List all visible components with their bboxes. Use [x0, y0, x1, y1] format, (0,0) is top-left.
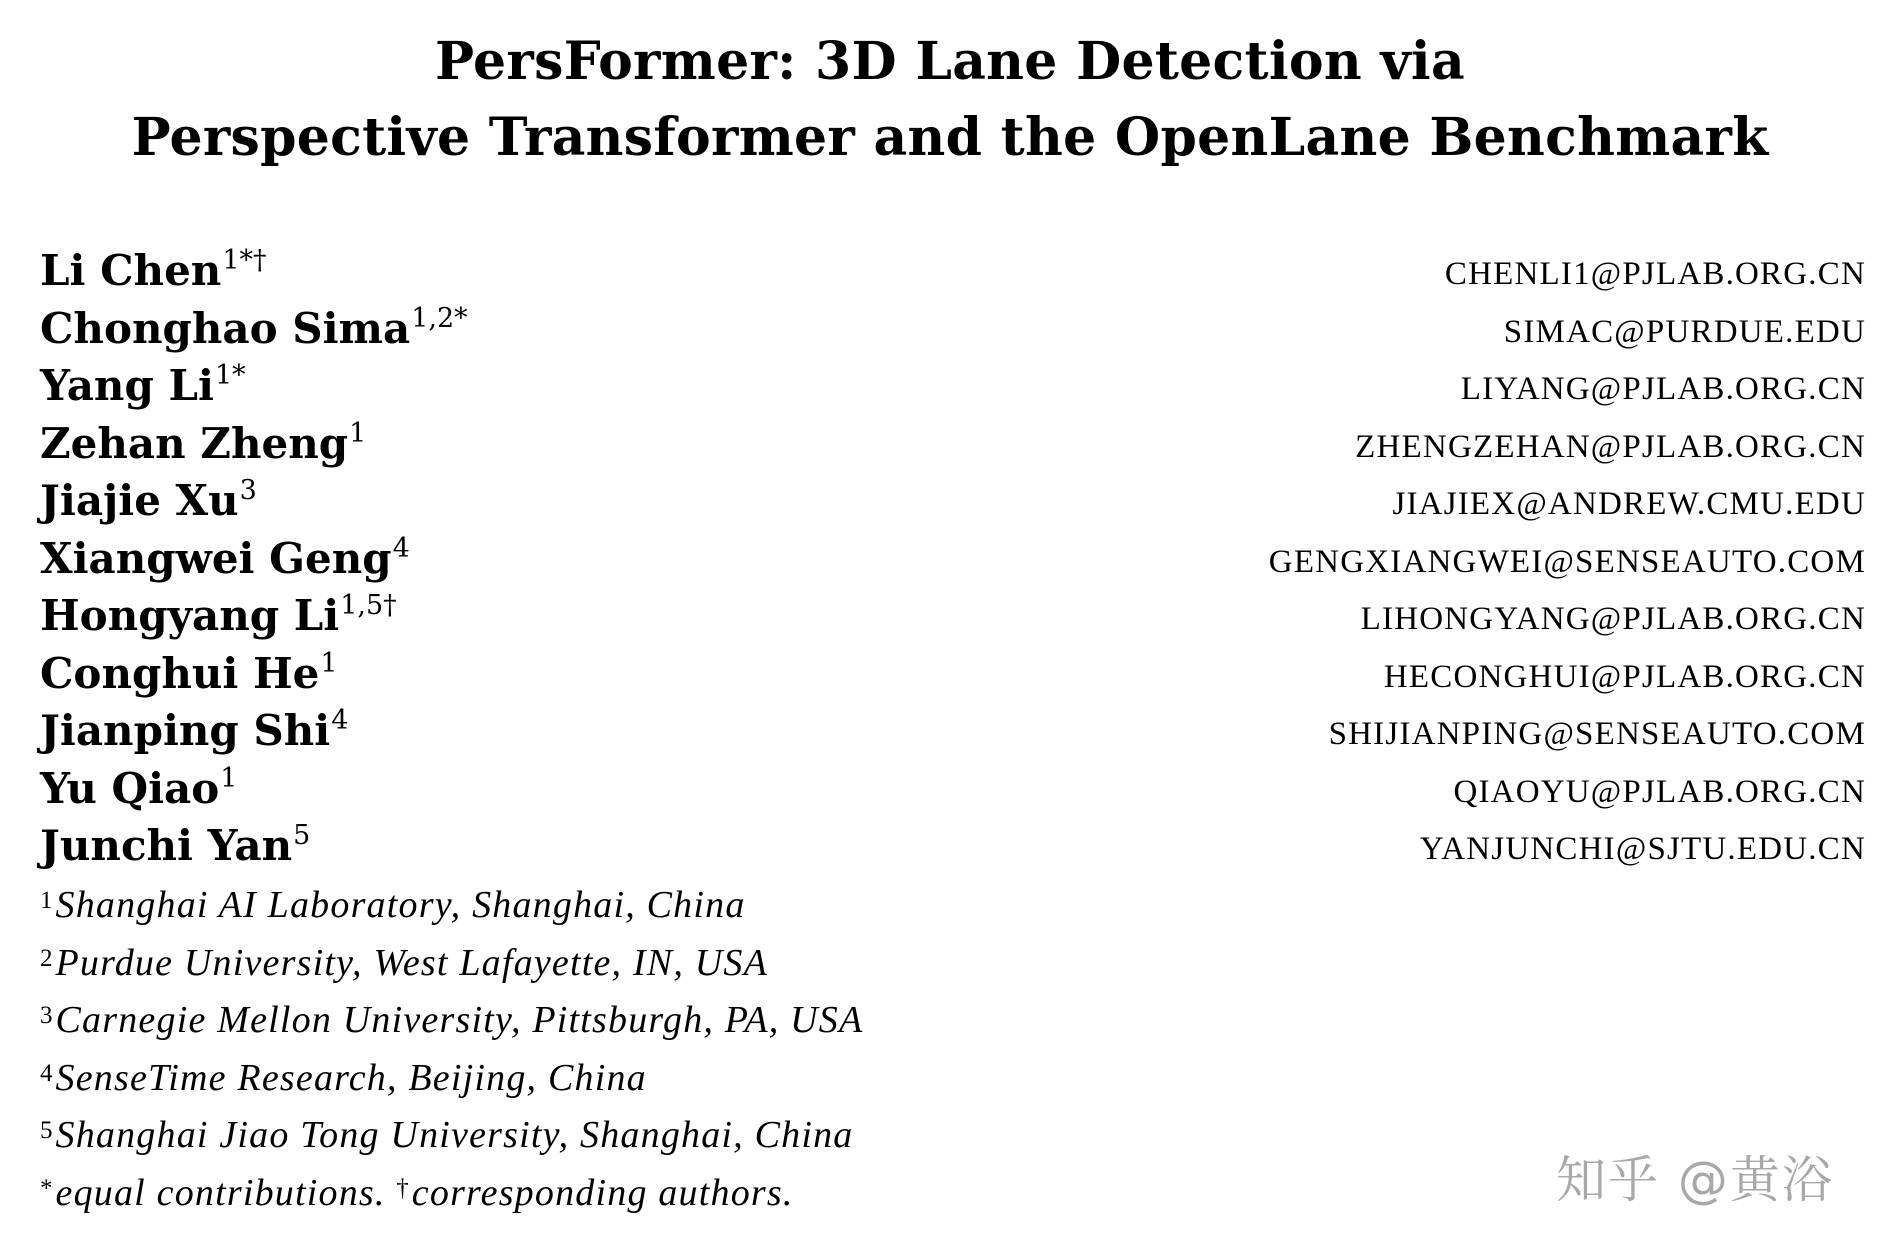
author-row — [40, 821, 1866, 879]
title-line-2: Perspective Transformer and the OpenLane Benchmark — [131, 107, 1769, 168]
author-email: CHENLI1@PJLAB.ORG.CN — [1444, 256, 1866, 292]
author-row — [40, 419, 1866, 477]
affiliation: $^2$Purdue University, West Lafayette, IN, USA — [40, 941, 768, 984]
author-marks: 1*† — [222, 245, 267, 276]
author-row — [40, 649, 1866, 707]
author-marks: 4 — [331, 705, 349, 736]
author-name: Hongyang $Li^{1,5\dagger}$ — [40, 590, 397, 640]
zhihu-watermark: 知乎 @黄浴 — [1556, 1151, 1834, 1209]
author-name: Zehan Zheng$^1$ — [40, 417, 367, 468]
author-marks: 1,2* — [411, 302, 468, 334]
author-email: ZHENGZEHAN@PJLAB.ORG.CN — [1355, 428, 1866, 465]
author-row — [40, 246, 1866, 304]
author-row — [40, 361, 1866, 419]
author-name: Yang $Li^{1*}$ — [40, 360, 246, 410]
author-row — [40, 706, 1866, 764]
author-row — [40, 304, 1866, 362]
affiliation: $^4$SenseTime Research, Beijing, China — [40, 1056, 647, 1099]
author-name: Conghui He$^1$ — [40, 647, 338, 698]
author-email: GENGXIANGWEI@SENSEAUTO.COM — [1268, 543, 1866, 580]
author-list — [40, 246, 1866, 879]
author-name: Yu Qiao$^1$ — [40, 762, 238, 813]
author-name: Jiajie Xu$^3$ — [40, 475, 257, 525]
author-name: Chonghao Sima$^{1,2*}$ — [40, 302, 468, 353]
author-marks: 1 — [320, 647, 338, 679]
author-email: SHIJIANPING@SENSEAUTO.COM — [1328, 716, 1866, 752]
author-row — [40, 591, 1866, 649]
author-marks: 1 — [220, 762, 238, 794]
author-email: HECONGHUI@PJLAB.ORG.CN — [1383, 658, 1866, 695]
paper-title — [0, 24, 1900, 176]
author-name: Xiangwei Geng$^4$ — [40, 532, 410, 583]
author-marks: 5 — [293, 820, 311, 851]
author-row — [40, 764, 1866, 822]
affiliation: $^1$Shanghai AI Laboratory, Shanghai, China — [40, 884, 746, 926]
author-email: QIAOYU@PJLAB.ORG.CN — [1453, 773, 1866, 810]
author-marks: 1,5† — [340, 590, 397, 621]
author-email: JIAJIEX@ANDREW.CMU.EDU — [1392, 486, 1866, 522]
author-name: Junchi Yan$^5$ — [40, 820, 311, 870]
author-name: Jianping Shi$^4$ — [40, 705, 349, 755]
author-email: LIYANG@PJLAB.ORG.CN — [1460, 371, 1866, 407]
author-marks: 1* — [214, 360, 246, 391]
author-name: Li Chen$^{1*\dagger}$ — [40, 245, 267, 295]
author-email: YANJUNCHI@SJTU.EDU.CN — [1419, 831, 1866, 867]
affiliation-list — [40, 880, 863, 1225]
author-marks: 3 — [239, 475, 257, 506]
author-email: SIMAC@PURDUE.EDU — [1503, 313, 1866, 350]
title-line-1: PersFormer: 3D Lane Detection via — [435, 31, 1465, 92]
affiliation: $^3$Carnegie Mellon University, Pittsburgh, PA, USA — [40, 999, 864, 1041]
contribution-notes: *equal contributions. †corresponding authors. — [40, 1171, 794, 1214]
author-email: LIHONGYANG@PJLAB.ORG.CN — [1360, 601, 1866, 637]
author-marks: 1 — [349, 417, 367, 449]
author-row — [40, 476, 1866, 534]
author-marks: 4 — [392, 532, 410, 564]
affiliation: $^5$Shanghai Jiao Tong University, Shanghai, China — [40, 1114, 854, 1156]
author-row — [40, 534, 1866, 592]
